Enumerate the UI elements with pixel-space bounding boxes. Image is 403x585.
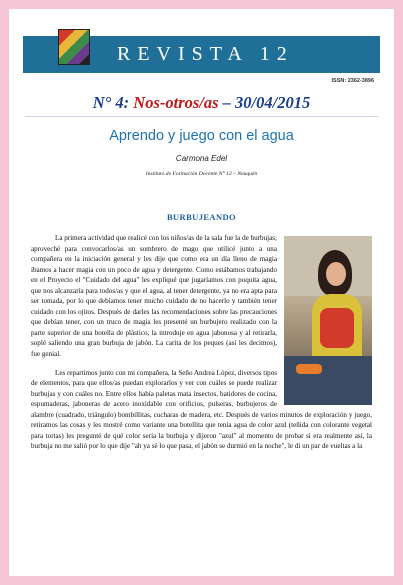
issue-line — [9, 93, 394, 113]
article-body — [31, 233, 372, 452]
paragraph: La primera actividad que realicé con los niños/as de la sala fue la de burbujas; aproveché para convocarlos/as un sombrero de mago que utilicé junto a una compañera en la iniciación general y les dije que como era un día lleno de magia íbamos a hacer magia con un poco de agua y detergente. Como estábamos trabajando en el Proyecto el "Cuidado del agua" les expliqué que jugaríamos con poquita agua, que nos alcanzaría para todos/as y que el agua, al tener detergente, ya no era apta para ser tomada, por lo que debíamos tener mucho cuidado de no hacerlo y también tener cuidado con los ojitos. Después de darles las recomendaciones sobre las precauciones que debían tener, con un truco de magia les presenté un burbujero realizado con la parte superior de una botella de plástico, la introduje en agua jabonosa y al retirarla, soplé saliendo una gran burbuja de jabón. La carita de los peques (así les decimos), fue genial. — [31, 234, 277, 359]
magazine-title: REVISTA 12 — [117, 43, 294, 65]
article-title: Aprendo y juego con el agua — [109, 128, 294, 144]
article-author: Carmona Edel — [175, 154, 228, 163]
issue-number: N° 4: — [92, 93, 130, 112]
author-institute: Instituto de Formación Docente N° 12 – Neuquén — [145, 171, 258, 177]
section-heading: BURBUJEANDO — [166, 212, 237, 222]
divider — [25, 116, 378, 117]
issue-name: Nos-otros/as — [133, 93, 219, 112]
magazine-logo — [58, 29, 90, 65]
issue-date: – 30/04/2015 — [222, 93, 311, 112]
magazine-page — [9, 9, 394, 576]
paragraph: Les repartimos junto con mi compañera, la Seño Andrea López, diversos tipos de elementos, para que ellos/as puedan explorarlos y ver con cuáles se puede realizar burbujas y con cuáles no. Entre ellos había paletas mata insectos, batidores de cocina, espumaderas, jaboneras de acero inoxidable con orificios, pulseras, burbujeros de alambre (cuadrado, triángulo) bombillitas, cucharas de madera, etc. Después de varios minutos de exploración y juego, retiramos las cosas y les mostré como variante una botellita que tenía agua de color azul (teñida con colorante vegetal para tortas) les pregunté de qué color sería la burbuja y dijeron "azul" al momento de probar si era realmente así, la burbuja no me salió por lo que dije "ah ya sé lo que pasa, el jabón se durmió en la noche", le di un par de vueltas a la — [31, 368, 372, 451]
teacher-photo — [284, 236, 372, 405]
issn-number: ISSN: 2362-3896 — [331, 78, 374, 84]
